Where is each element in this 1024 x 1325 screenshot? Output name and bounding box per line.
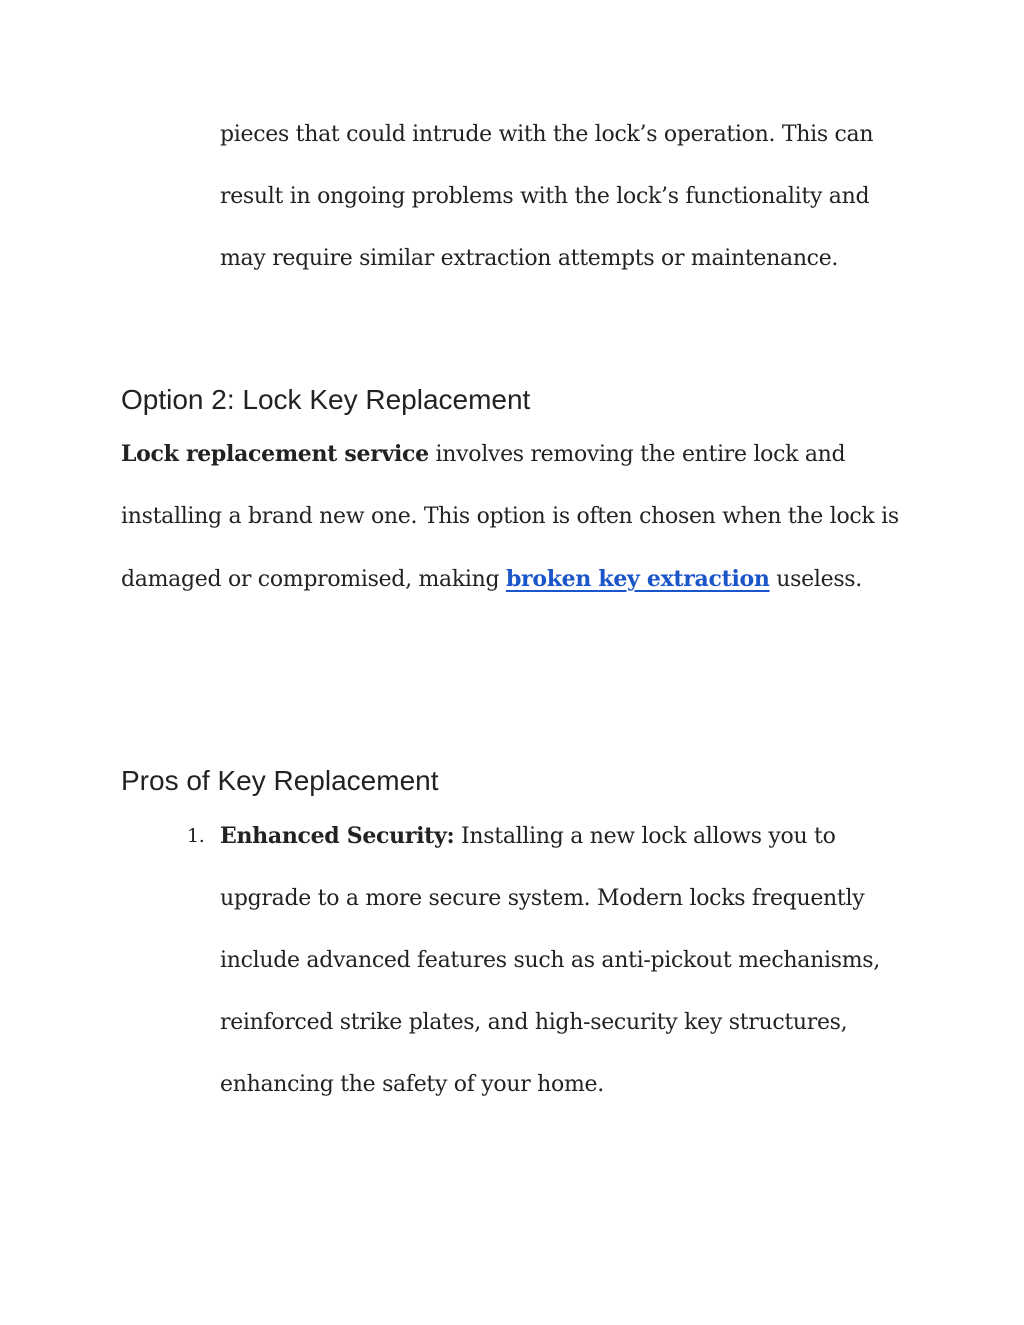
- enhanced-security-text: Installing a new lock allows you to upgrade to a more secure system. Modern locks frequently include advanced features such as anti-pickout mechanisms, reinforced strike plates, and high-security key structures, enhancing the safety of your home.: [220, 824, 880, 1097]
- pros-heading: Pros of Key Replacement: [121, 765, 439, 796]
- broken-key-extraction-link[interactable]: broken key extraction: [505, 566, 770, 592]
- list-item: [187, 805, 910, 1116]
- enhanced-security-title: Enhanced Security:: [220, 823, 455, 849]
- pros-list: [187, 805, 910, 1116]
- continuation-paragraph: pieces that could intrude with the lock’s operation. This can result in ongoing problems with the lock’s functionality and may require similar extraction attempts or maintenance.: [220, 122, 874, 271]
- list-item-marker: 1.: [187, 825, 205, 847]
- option-2-heading: Option 2: Lock Key Replacement: [121, 384, 531, 415]
- option-2-text-after-link: useless.: [769, 567, 862, 592]
- lock-replacement-service-bold: Lock replacement service: [121, 441, 429, 467]
- option-2-text-before-link: involves removing the entire lock and installing a brand new one. This option is often chosen when the lock is damaged or compromised, making: [121, 442, 899, 592]
- option-2-paragraph: [121, 423, 911, 611]
